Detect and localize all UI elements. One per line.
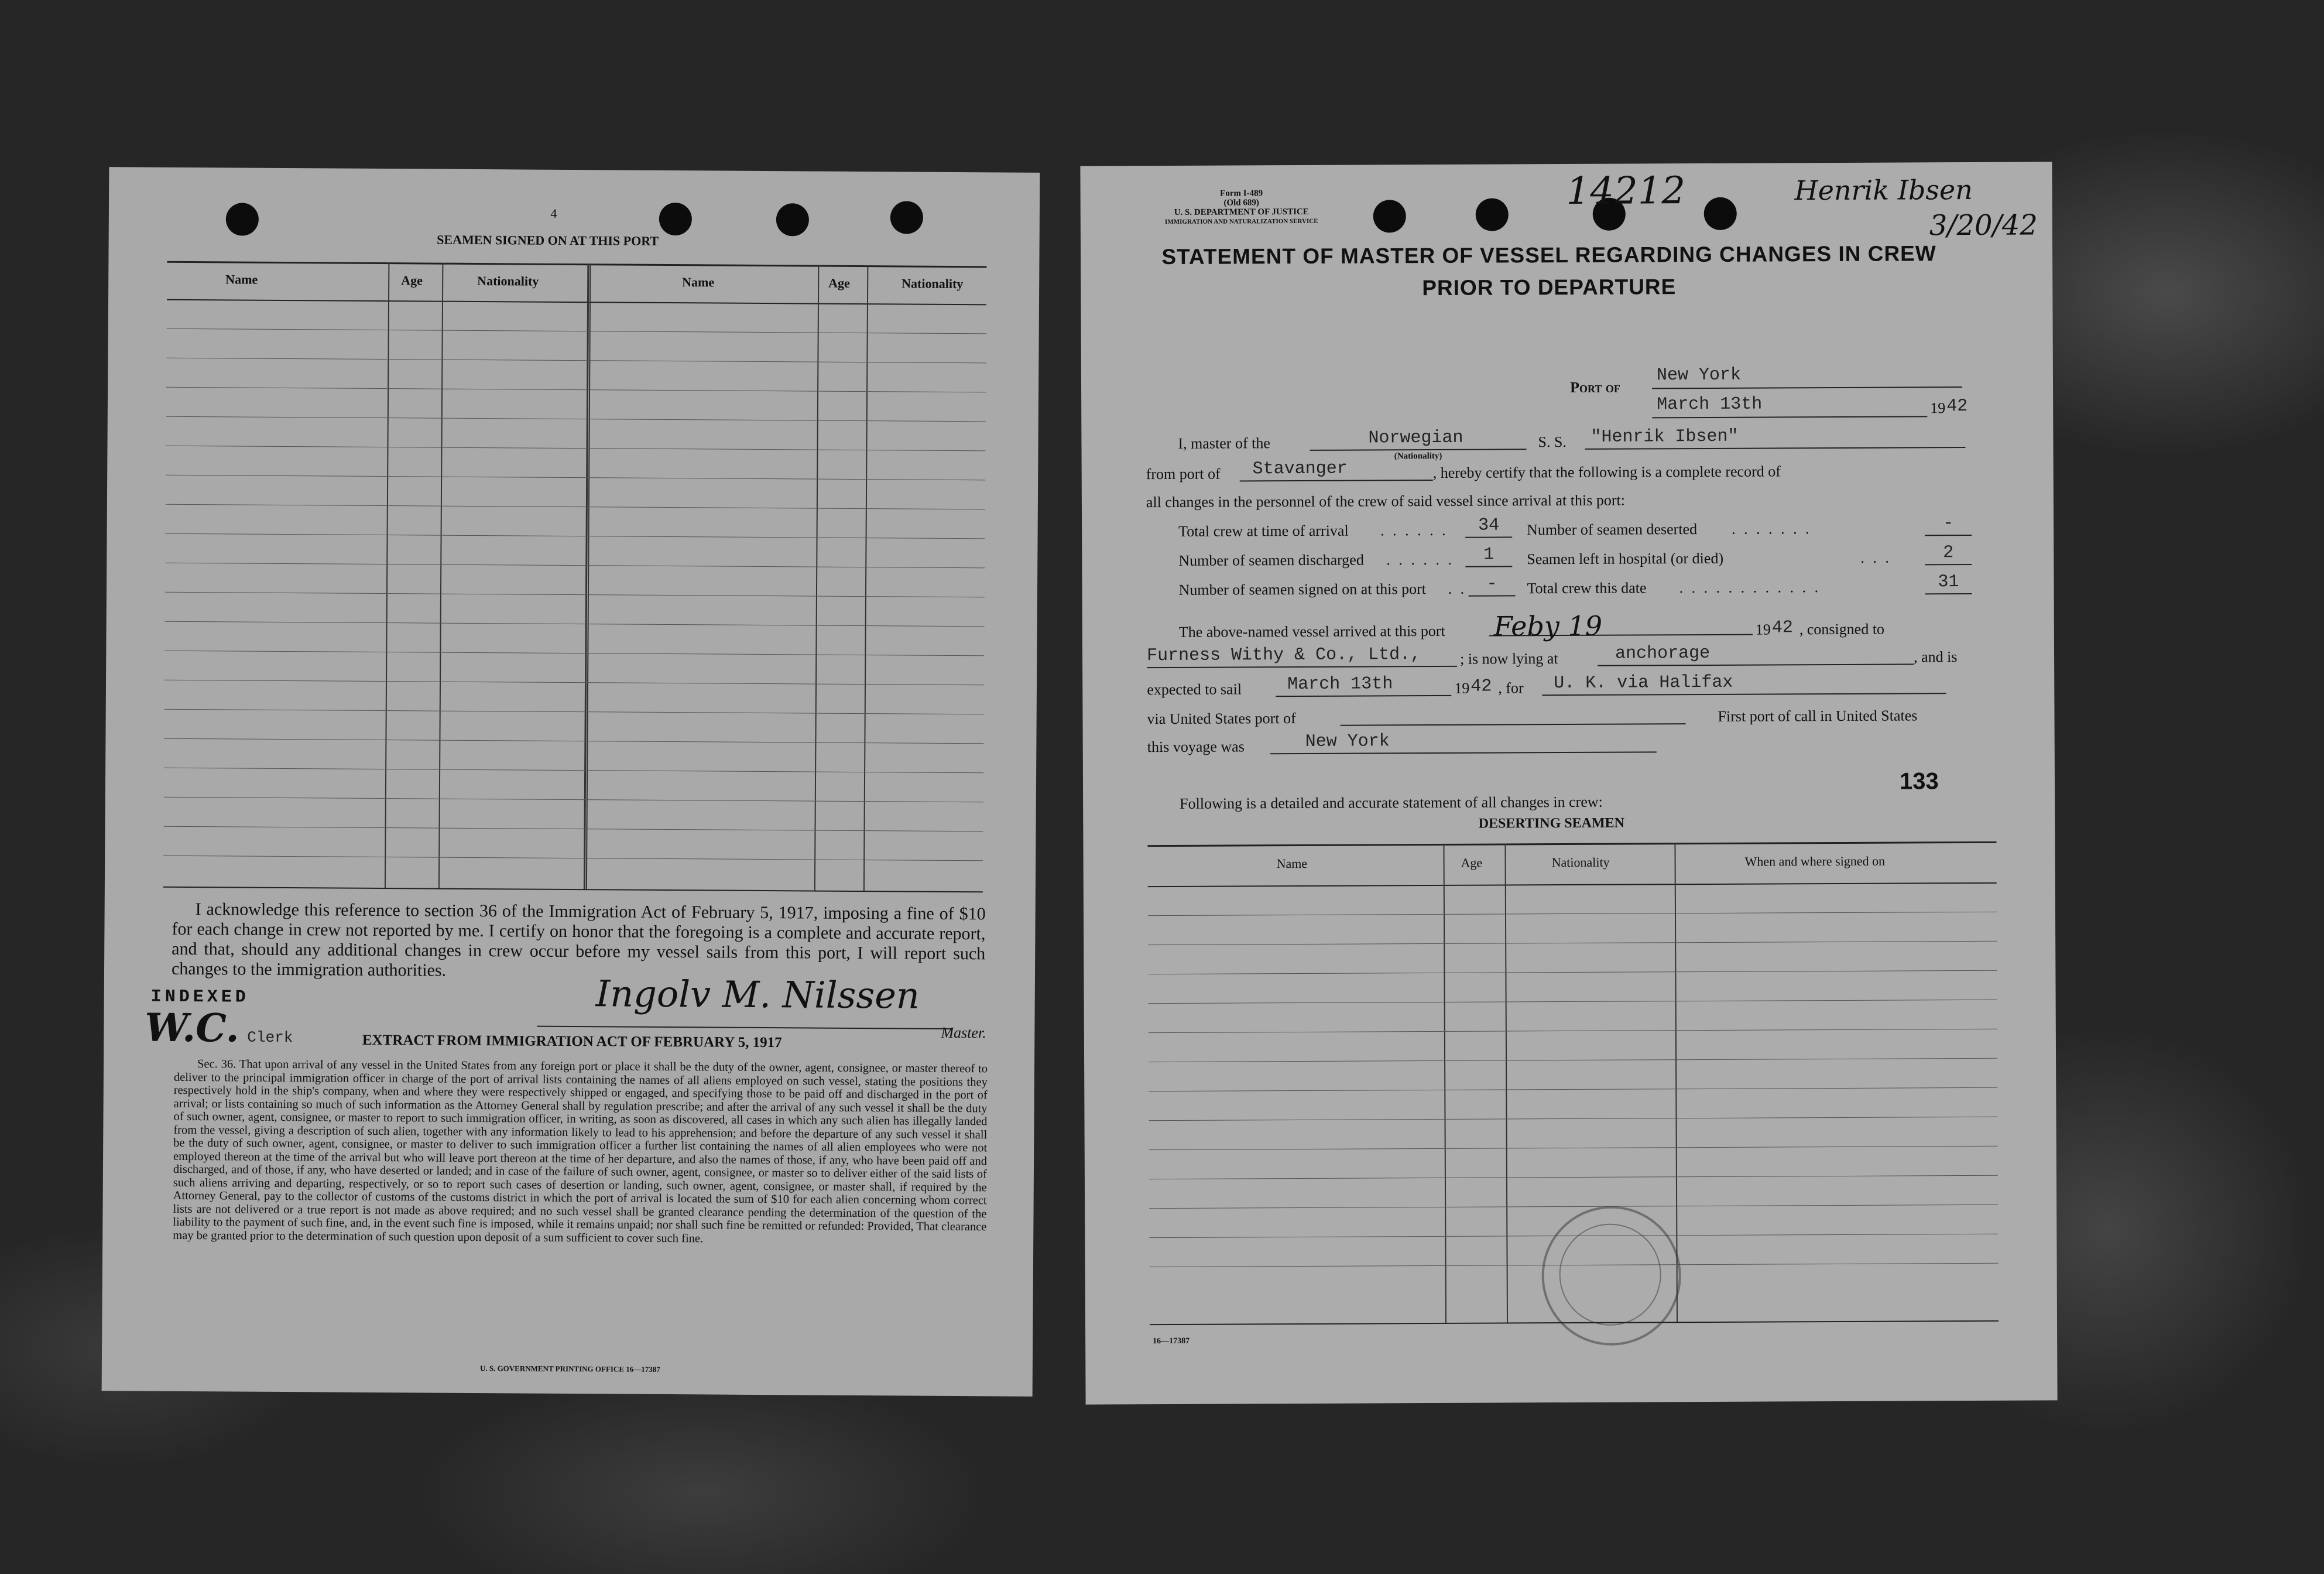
ss-label: S. S.: [1538, 433, 1567, 451]
department: U. S. DEPARTMENT OF JUSTICE: [1174, 207, 1309, 217]
form-old: (Old 689): [1223, 198, 1259, 208]
signed-on-label: Number of seamen signed on at this port: [1178, 580, 1427, 598]
handwritten-vessel: Henrik Ibsen: [1794, 173, 1973, 207]
for-label: , for: [1498, 679, 1524, 697]
hospital-value: 2: [1925, 543, 1972, 565]
ship-name: "Henrik Ibsen": [1591, 426, 1739, 447]
signature-line: [537, 1026, 952, 1029]
indexed-stamp: INDEXED: [150, 987, 249, 1008]
sail-field: [1276, 674, 1451, 697]
clerk-initials: W.C.: [145, 1004, 239, 1051]
arrived-value: Feby 19: [1493, 610, 1603, 642]
punch-hole: [1373, 200, 1406, 232]
hospital-label: Seamen left in hospital (or died): [1527, 549, 1724, 568]
voyage-value: New York: [1305, 731, 1390, 752]
nationality-value: Norwegian: [1368, 427, 1463, 449]
column-header: Name: [1276, 856, 1308, 871]
form-header: [1139, 189, 1344, 227]
column-header: When and where signed on: [1744, 853, 1886, 869]
handwritten-number: 14212: [1566, 169, 1686, 214]
footer-code: 16—17387: [1153, 1336, 1190, 1346]
deserted-value: -: [1925, 514, 1972, 536]
following-text: Following is a detailed and accurate statement of all changes in crew:: [1180, 793, 1603, 812]
port-label: Port of: [1569, 378, 1620, 396]
master-signature: Ingolv M. Nilssen: [595, 972, 920, 1017]
via-field: [1340, 703, 1685, 726]
total-crew-arrival-value: 34: [1465, 515, 1512, 538]
punch-hole: [1704, 197, 1737, 230]
from-port-value: Stavanger: [1252, 458, 1348, 480]
signed-on-value: -: [1468, 574, 1515, 596]
port-value: New York: [1656, 365, 1742, 386]
deserted-label: Number of seamen deserted: [1527, 521, 1698, 539]
service: IMMIGRATION AND NATURALIZATION SERVICE: [1165, 217, 1318, 226]
column-header: Age: [828, 275, 850, 290]
left-page: [102, 167, 1040, 1397]
master-of-label: I, master of the: [1178, 434, 1270, 452]
ship-name-field: [1585, 426, 1965, 450]
consigned-label: , consigned to: [1799, 620, 1885, 638]
master-label: Master.: [941, 1024, 986, 1042]
leader-dots: . . . . . . . . . . . .: [1679, 579, 1821, 597]
sail-year: 42: [1471, 676, 1492, 697]
column-header: Age: [401, 273, 423, 288]
arrived-year: 42: [1771, 618, 1793, 638]
leader-dots: . . . . . .: [1380, 521, 1448, 539]
certify-text-2: all changes in the personnel of the crew of said vessel since arrival at this port:: [1146, 491, 1625, 511]
extract-title: EXTRACT FROM IMMIGRATION ACT OF FEBRUARY 5, 1917: [362, 1032, 782, 1051]
date-year-prefix: 19: [1930, 399, 1946, 417]
column-header: Name: [225, 272, 258, 287]
voyage-label: this voyage was: [1147, 738, 1245, 756]
punch-hole: [1476, 198, 1509, 231]
clerk-label: Clerk: [247, 1028, 293, 1047]
arrived-field: [1489, 610, 1753, 642]
right-page: [1080, 162, 2057, 1404]
form-title-line2: PRIOR TO DEPARTURE: [1422, 275, 1677, 300]
date-year: 42: [1946, 396, 1968, 417]
total-crew-date-value: 31: [1925, 572, 1972, 594]
leader-dots: . . . . . .: [1386, 550, 1454, 569]
date-value: March 13th: [1657, 394, 1763, 415]
consignee-value: Furness Withy & Co., Ltd.,: [1146, 645, 1421, 666]
form-title-line1: STATEMENT OF MASTER OF VESSEL REGARDING CHANGES IN CREW: [1161, 241, 1936, 269]
consignee-field: [1147, 645, 1457, 668]
leader-dots: . . .: [1860, 549, 1891, 566]
column-header: Age: [1461, 855, 1483, 870]
from-port-field: [1240, 458, 1433, 481]
lying-value: anchorage: [1615, 643, 1711, 664]
arrived-label: The above-named vessel arrived at this port: [1178, 622, 1445, 641]
punch-hole: [659, 203, 692, 235]
acknowledgment-text: I acknowledge this reference to section 36 of the Immigration Act of February 5, 1917, imposing a fine of $10 for each change in crew not reported by me. I certify on honor that the foregoing is a complete and accurate report, and that, should any additional changes in crew occur before my vessel sails from this port, I will report such changes to the immigration authorities.: [171, 899, 986, 980]
nationality-field: [1310, 427, 1526, 451]
column-header: Nationality: [902, 276, 964, 292]
sail-label: expected to sail: [1147, 680, 1242, 699]
column-header: Nationality: [477, 273, 539, 289]
punch-hole: [776, 203, 809, 236]
nationality-caption: (Nationality): [1394, 451, 1442, 461]
port-field: [1652, 364, 1962, 389]
seamen-signed-on-table: [163, 261, 987, 893]
sail-value: March 13th: [1287, 674, 1393, 695]
leader-dots: . . . . . . .: [1732, 520, 1812, 538]
destination-value: U. K. via Halifax: [1554, 672, 1733, 694]
column-header: Nationality: [1551, 854, 1610, 870]
deserting-title: DESERTING SEAMEN: [1478, 815, 1624, 832]
destination-field: [1542, 672, 1946, 696]
date-field: [1652, 394, 1927, 418]
punch-hole: [226, 203, 259, 235]
lying-label: ; is now lying at: [1460, 650, 1558, 668]
leader-dots: . .: [1448, 580, 1467, 597]
section-title: SEAMEN SIGNED ON AT THIS PORT: [437, 232, 659, 248]
discharged-label: Number of seamen discharged: [1178, 551, 1364, 569]
voyage-field: [1270, 730, 1657, 754]
column-header: Name: [682, 275, 715, 290]
first-port-label: First port of call in United States: [1718, 707, 1918, 725]
arrived-year-prefix: 19: [1755, 621, 1771, 638]
lying-field: [1598, 642, 1914, 666]
discharged-value: 1: [1465, 545, 1512, 567]
from-port-label: from port of: [1146, 465, 1221, 483]
form-id: Form I-489: [1220, 189, 1263, 199]
certify-text-1: , hereby certify that the following is a complete record of: [1432, 463, 1781, 482]
punch-hole: [890, 201, 923, 234]
total-crew-arrival-label: Total crew at time of arrival: [1178, 522, 1349, 540]
sail-year-prefix: 19: [1454, 679, 1470, 697]
extract-text: Sec. 36. That upon arrival of any vessel in the United States from any foreign port or place it shall be the duty of the owner, agent, consignee, or master thereof to deliver to the principal immigration officer in charge of the port of arrival lists containing the names of all aliens employed on such vessel, stating the positions they respectively hold in the ship's company, when and where they were respectively shipped or engaged, and specifying those to be paid off and discharged in the port of arrival; or lists containing so much of such information as the Attorney General shall by regulation prescribe; and after the arrival of any such vessel it shall be the duty of such owner, agent, consignee, or master to report to such immigration officer, in writing, as soon as discovered, all cases in which any such alien has illegally landed from the vessel, giving a description of such alien, together with any information likely to lead to his apprehension; and before the departure of any such vessel it shall be the duty of such owner, agent, consignee, or master to deliver to such immigration officer a further list containing the names of all alien employees who were not employed thereon at the time of the arrival but who will leave port thereon at the time of her departure, and also the names of those, if any, who have been paid off and discharged, and of those, if any, who have deserted or landed; and in case of the failure of such owner, agent, consignee, or master so to deliver either of the said lists of such aliens arriving and departing, respectively, or so to report such cases of desertion or landing, such owner, agent, consignee, or master shall, if required by the Attorney General, pay to the collector of customs of the customs district in which the port of arrival is located the sum of $10 for each alien concerning whom correct lists are not delivered or a true report is not made as above required; and no such vessel shall be granted clearance pending the determination of the question of the liability to the payment of such fine, and, in the event such fine is imposed, while it remains unpaid; nor shall such fine be remitted or refunded: Provided, That clearance may be granted prior to the determination of such question upon deposit of a sum sufficient to cover such fine.: [173, 1058, 988, 1245]
page-number: 4: [550, 206, 557, 221]
via-label: via United States port of: [1147, 710, 1296, 728]
total-crew-date-label: Total crew this date: [1527, 579, 1647, 597]
printing-office: U. S. GOVERNMENT PRINTING OFFICE 16—17387: [479, 1364, 660, 1374]
and-is-label: , and is: [1914, 648, 1958, 666]
handwritten-date: 3/20/42: [1929, 208, 2038, 242]
ink-stamp-inner: [1559, 1223, 1661, 1326]
page-stamp-number: 133: [1899, 768, 1939, 795]
